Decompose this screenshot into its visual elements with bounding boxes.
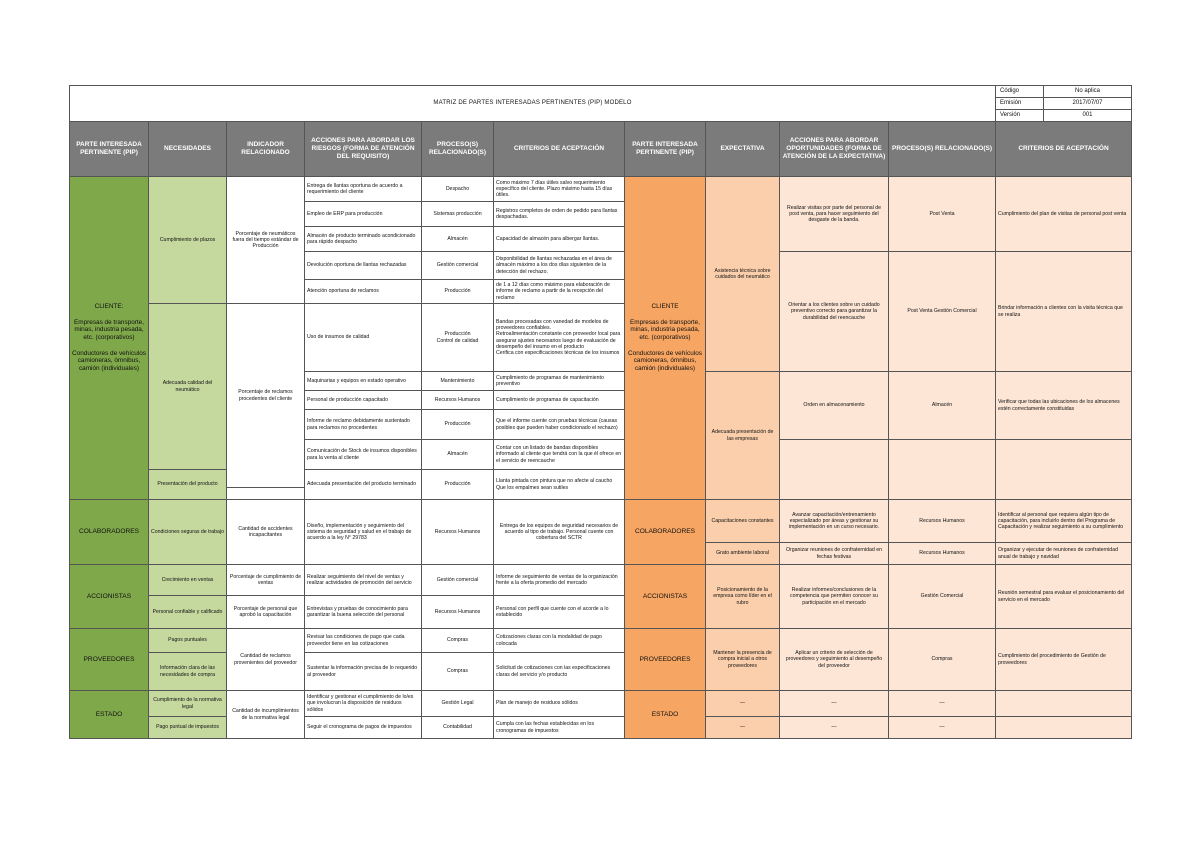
risk-process: Gestión comercial: [422, 252, 494, 280]
risk-action: Comunicación de Stock de insumos disponibles para la venta al cliente: [305, 440, 422, 470]
risk-process: Despacho: [422, 177, 494, 202]
risk-process: Recursos Humanos: [422, 391, 494, 410]
party-proveedores: PROVEEDORES: [70, 629, 149, 691]
risk-criterion: Entrega de los equipos de seguridad necesarios de acuerdo al tipo de trabajo. Personal cuente con cobertura del SCTR: [494, 500, 625, 565]
risk-action: Almacén de producto terminado acondicionado para rápido despacho: [305, 227, 422, 252]
party-cliente-name-2: CLIENTE: [651, 303, 679, 311]
party-accionistas-2: ACCIONISTAS: [625, 565, 706, 629]
expectation-posicionamiento: Posicionamiento de la empresa como líder en el rubro: [706, 565, 780, 629]
risk-criterion: Bandas procesadas con vanedad de modelos de proveedores confiables. Retroalimentación constante con proveedor local para asegurar ajustes necesarios luego de evaluación de desempeño del insumo en el producto Cerifica con especificaciones técnicas de los insumos: [494, 304, 625, 372]
party-estado-2: ESTADO: [625, 691, 706, 739]
opp-criterion-empty: [996, 440, 1132, 500]
opp-criterion: Brindar información a clientes con la visita técnica que se realiza: [996, 252, 1132, 372]
pip-matrix-sheet: [69, 85, 1131, 739]
page-title: MATRIZ DE PARTES INTERESADAS PERTINENTES (PIP) MODELO: [70, 86, 996, 122]
meta-value-code: No aplica: [1044, 86, 1132, 98]
risk-action: Diseño, implementación y seguimiento del sistema de seguridad y salud en el trabajo de acuerdo a la ley N° 29783: [305, 500, 422, 565]
risk-criterion: Como máximo 7 días útiles salvo requerimiento específico del cliente. Plazo máximo hasta 15 días útiles.: [494, 177, 625, 202]
opp-process: Recursos Humanos: [889, 500, 996, 543]
opp-criterion-empty: [996, 717, 1132, 739]
opp-criterion: Organizar y ejecutar de reuniones de confraternidad anual de trabajo y navidad: [996, 543, 1132, 565]
risk-process: Almacén: [422, 227, 494, 252]
opp-criterion: Verificar que todas las ubicaciones de los almacenes estén correctamente constituidas: [996, 372, 1132, 440]
opp-process: Post Venta Gestión Comercial: [889, 252, 996, 372]
risk-action: Empleo de ERP para producción: [305, 202, 422, 227]
risk-criterion: Disponibilidad de llantas rechazadas en el área de almacén máximo a los dos días siguientes de la detección del rechazo.: [494, 252, 625, 280]
opp-process: Recursos Humanos: [889, 543, 996, 565]
risk-action: Informe de reclamo debidamente sustentado para reclamos no procedentes: [305, 410, 422, 440]
opp-action-dash: —: [780, 691, 889, 717]
risk-process: Compras: [422, 629, 494, 653]
risk-action: Adecuada presentación del producto terminado: [305, 470, 422, 500]
risk-process: Mantenimiento: [422, 372, 494, 391]
risk-criterion: Llanta pintada con pintura que no afecte al caucho Que los empalmes sean sutiles: [494, 470, 625, 500]
meta-label-emission: Emisión: [996, 98, 1044, 110]
expectation-dash: —: [706, 691, 780, 717]
party-cliente-desc-2: Empresas de transporte, minas, industria pesada, etc. (corporativos): [630, 318, 700, 342]
risk-process: Producción: [422, 470, 494, 500]
header-procesos: PROCESO(S) RELACIONADO(S): [422, 122, 494, 177]
expectation-presentacion-empresas: Adecuada presentación de las empresas: [706, 372, 780, 500]
header-criterios-2: CRITERIOS DE ACEPTACIÓN: [996, 122, 1132, 177]
opp-action: Realizar visitas por parte del personal de post venta, para hacer seguimiento del desgaste de la banda.: [780, 177, 889, 252]
risk-action: Devolución oportuna de llantas rechazadas: [305, 252, 422, 280]
indicator-neumaticos-fuera-tiempo: Porcentaje de neumáticos fuera del tiempo estándar de Producción: [227, 177, 305, 304]
pip-matrix-table: [69, 85, 1132, 739]
header-indicador: INDICADOR RELACIONADO: [227, 122, 305, 177]
header-parte: PARTE INTERESADA PERTINENTE (PIP): [70, 122, 149, 177]
expectation-ambiente-laboral: Grato ambiente laboral: [706, 543, 780, 565]
opp-criterion: Cumplimiento del procedimiento de Gestión de proveedores: [996, 629, 1132, 691]
risk-criterion: Contar con un listado de bandas disponibles informado al cliente que tendrá con la que él ofrece en el servicio de reencauche: [494, 440, 625, 470]
expectation-asistencia-tecnica: Asistencia técnica sobre cuidados del neumático: [706, 177, 780, 372]
opp-action: Orientar a los clientes sobre un cuidado preventivo correcto para garantizar la durabilidad del reencauche: [780, 252, 889, 372]
meta-label-version: Versión: [996, 110, 1044, 122]
party-cliente: [70, 177, 149, 500]
header-expectativa: EXPECTATIVA: [706, 122, 780, 177]
opp-action: Aplicar un criterio de selección de proveedores y seguimiento al desempeño del proveedor: [780, 629, 889, 691]
opp-criterion: Cumplimiento del plan de visitas de personal post venta: [996, 177, 1132, 252]
risk-criterion: Cumplimiento de programas de mantenimiento preventivo: [494, 372, 625, 391]
party-colaboradores-2: COLABORADORES: [625, 500, 706, 565]
need-informacion-clara: Información clara de las necesidades de compra: [149, 653, 227, 691]
risk-action: Entrevistas y pruebas de conocimiento para garantizar la buena selección del personal: [305, 596, 422, 629]
indicator-cumplimiento-ventas: Porcentaje de cumplimiento de ventas: [227, 565, 305, 596]
risk-process: Producción: [422, 280, 494, 304]
risk-criterion: Cumpla con las fechas establecidas en los cronogramas de impuestos: [494, 717, 625, 739]
risk-action: Realizar seguimiento del nivel de ventas y realizar actividades de promoción del servicio: [305, 565, 422, 596]
header-acciones-oport: ACCIONES PARA ABORDAR OPORTUNIDADES (FORMA DE ATENCIÓN DE LA EXPECTATIVA): [780, 122, 889, 177]
indicator-capacitacion: Porcentaje de personal que aprobó la capacitación: [227, 596, 305, 629]
risk-criterion: Solicitud de cotizaciones con las especificaciones claras del servicio y/o producto: [494, 653, 625, 691]
expectation-presencia-compra: Mantener la presencia de compra inicial a otros proveedores: [706, 629, 780, 691]
need-crecimiento-ventas: Crecimiento en ventas: [149, 565, 227, 596]
risk-action: Seguir el cronograma de pagos de impuestos: [305, 717, 422, 739]
risk-process: Sistemas producción: [422, 202, 494, 227]
opp-process-empty: [889, 440, 996, 500]
risk-criterion: Informe de seguimiento de ventas de la organización frente a la oferta promedio del mercado: [494, 565, 625, 596]
expectation-capacitaciones: Capacitaciones constantes: [706, 500, 780, 543]
risk-action: Sustentar la información precisa de lo requerido al proveedor: [305, 653, 422, 691]
need-condiciones-seguras: Condiciones seguras de trabajo: [149, 500, 227, 565]
risk-process: Producción Control de calidad: [422, 304, 494, 372]
indicator-accidentes: Cantidad de accidentes incapacitantes: [227, 500, 305, 565]
need-pago-impuestos: Pago puntual de impuestos: [149, 717, 227, 739]
need-pagos-puntuales: Pagos puntuales: [149, 629, 227, 653]
header-parte-2: PARTE INTERESADA PERTINENTE (PIP): [625, 122, 706, 177]
risk-process: Recursos Humanos: [422, 500, 494, 565]
party-cliente-desc: Empresas de transporte, minas, industria pesada, etc. (corporativos): [74, 318, 144, 342]
risk-process: Almacén: [422, 440, 494, 470]
risk-action: Maquinarias y equipos en estado operativo: [305, 372, 422, 391]
party-cliente-name: CLIENTE:: [94, 303, 124, 311]
indicator-reclamos-proveedor: Cantidad de reclamos provenientes del proveedor: [227, 629, 305, 691]
opp-process-dash: —: [889, 717, 996, 739]
indicator-incumplimientos: Cantidad de incumplimientos de la normativa legal: [227, 691, 305, 739]
party-cliente-2: [625, 177, 706, 500]
opp-action: Realizar informes/conclusiones de la competencia que permiten conocer su participación en el mercado: [780, 565, 889, 629]
meta-value-emission: 2017/07/07: [1044, 98, 1132, 110]
risk-process: Compras: [422, 653, 494, 691]
risk-criterion: Personal con perfil que cuente con el acorde a lo establecido: [494, 596, 625, 629]
need-normativa-legal: Cumplimiento de la normativa legal: [149, 691, 227, 717]
header-acciones-riesgos: ACCIONES PARA ABORDAR LOS RIESGOS (FORMA DE ATENCIÓN DEL REQUISITO): [305, 122, 422, 177]
party-colaboradores: COLABORADORES: [70, 500, 149, 565]
opp-action: Organizar reuniones de confraternidad en fechas festivas: [780, 543, 889, 565]
party-cliente-desc2-2: Conductores de vehículos camioneras, ómnibus, camión (individuales): [628, 349, 702, 372]
meta-label-code: Código: [996, 86, 1044, 98]
risk-criterion: Plan de manejo de residuos sólidos: [494, 691, 625, 717]
risk-process: Gestión comercial: [422, 565, 494, 596]
need-personal-confiable: Personal confiable y calificado: [149, 596, 227, 629]
risk-process: Contabilidad: [422, 717, 494, 739]
risk-action: Personal de producción capacitado: [305, 391, 422, 410]
header-necesidades: NECESIDADES: [149, 122, 227, 177]
risk-action: Uso de insumos de calidad: [305, 304, 422, 372]
opp-criterion: Identificar al personal que requiera algún tipo de capacitación, para incluirlo dentro del Programa de Capacitación y realizar seguimiento a su cumplimiento: [996, 500, 1132, 543]
opp-process: Gestión Comercial: [889, 565, 996, 629]
risk-process: Recursos Humanos: [422, 596, 494, 629]
opp-action-dash: —: [780, 717, 889, 739]
opp-process: Compras: [889, 629, 996, 691]
indicator-reclamos-procedentes: Porcentaje de reclamos procedentes del cliente: [227, 304, 305, 488]
opp-action: Orden en almacenamiento: [780, 372, 889, 440]
risk-action: Revisar las condiciones de pago que cada proveedor tiene en las cotizaciones: [305, 629, 422, 653]
opp-criterion: Reunión semestral para evaluar el posicionamiento del servicio en el mercado: [996, 565, 1132, 629]
opp-action-empty: [780, 440, 889, 500]
need-presentacion-producto: Presentación del producto: [149, 470, 227, 500]
risk-criterion: Cumplimiento de programas de capacitación: [494, 391, 625, 410]
risk-action: Identificar y gestionar el cumplimiento de lo/es que involucran la disposición de residuos sólidos: [305, 691, 422, 717]
risk-process: Gestión Legal: [422, 691, 494, 717]
risk-action: Atención oportuna de reclamos: [305, 280, 422, 304]
opp-process: Almacén: [889, 372, 996, 440]
risk-action: Entrega de llantas oportuna de acuerdo a requerimiento del cliente: [305, 177, 422, 202]
risk-criterion: Registros completos de orden de pedido para llantas despachadas.: [494, 202, 625, 227]
header-criterios: CRITERIOS DE ACEPTACIÓN: [494, 122, 625, 177]
header-procesos-2: PROCESO(S) RELACIONADO(S): [889, 122, 996, 177]
party-accionistas: ACCIONISTAS: [70, 565, 149, 629]
need-cumplimiento-plazos: Cumplimiento de plazos: [149, 177, 227, 304]
risk-criterion: de 1 a 12 días como máximo para elaboración de informe de reclamo a partir de la recepción del reclamo: [494, 280, 625, 304]
opp-process-dash: —: [889, 691, 996, 717]
meta-value-version: 001: [1044, 110, 1132, 122]
risk-criterion: Que el informe cuente con pruebas técnicas (causas posibles que pueden haber condicionado el rechazo): [494, 410, 625, 440]
risk-process: Producción: [422, 410, 494, 440]
party-estado: ESTADO: [70, 691, 149, 739]
expectation-dash: —: [706, 717, 780, 739]
party-proveedores-2: PROVEEDORES: [625, 629, 706, 691]
party-cliente-desc2: Conductores de vehículos camioneras, ómnibus, camión (individuales): [72, 349, 146, 372]
opp-criterion-empty: [996, 691, 1132, 717]
opp-action: Avanzar capacitación/entrenamiento especializado por áreas y gestionar su implementación en un curso necesario.: [780, 500, 889, 543]
risk-criterion: Cotizaciones claras con la modalidad de pago colocada: [494, 629, 625, 653]
need-calidad-neumatico: Adecuada calidad del neumático: [149, 304, 227, 470]
opp-process: Post Venta: [889, 177, 996, 252]
risk-criterion: Capacidad de almacén para albergar llantas.: [494, 227, 625, 252]
